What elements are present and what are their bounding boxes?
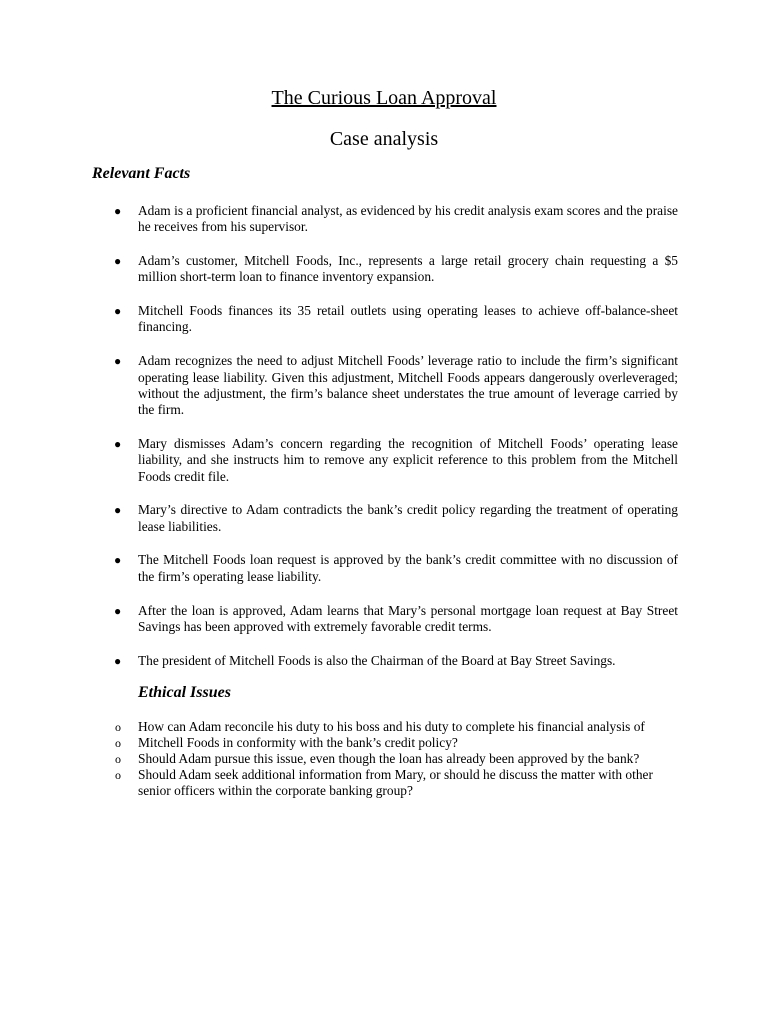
fact-text: Adam recognizes the need to adjust Mitchell Foods’ leverage ratio to include the firm’s significant operating lease liability. Given this adjustment, Mitchell Foods appears dangerously overleveraged; without the adjustment, the firm’s balance sheet understates the true amount of leverage carried by the firm. — [138, 353, 678, 418]
bullet-icon: ● — [114, 603, 122, 618]
fact-text: The president of Mitchell Foods is also the Chairman of the Board at Bay Street Savings. — [138, 652, 616, 668]
relevant-facts-heading: Relevant Facts — [92, 165, 191, 182]
circle-bullet-icon: o — [115, 736, 121, 750]
bullet-icon: ● — [114, 503, 122, 518]
circle-bullet-icon: o — [115, 720, 121, 734]
list-item — [112, 502, 678, 535]
fact-text: Adam’s customer, Mitchell Foods, Inc., represents a large retail grocery chain requesting a $5 million short-term loan to finance inventory expansion. — [138, 253, 678, 285]
circle-bullet-icon: o — [115, 768, 121, 782]
bullet-icon: ● — [114, 553, 122, 568]
ethical-issues-heading: Ethical Issues — [138, 684, 231, 701]
list-item — [112, 735, 678, 751]
ethical-issues-list — [112, 719, 678, 799]
fact-text: Mitchell Foods finances its 35 retail outlets using operating leases to achieve off-balance-sheet financing. — [138, 303, 678, 335]
fact-text: Mary’s directive to Adam contradicts the bank’s credit policy regarding the treatment of operating lease liabilities. — [138, 502, 678, 534]
list-item — [112, 353, 678, 418]
bullet-icon: ● — [114, 254, 122, 269]
bullet-icon: ● — [114, 653, 122, 668]
bullet-icon: ● — [114, 204, 122, 218]
bullet-icon: ● — [114, 304, 122, 319]
issue-text: Should Adam seek additional information from Mary, or should he discuss the matter with other senior officers within the corporate banking group? — [138, 767, 653, 798]
bullet-icon: ● — [114, 436, 122, 451]
list-item — [112, 653, 678, 669]
fact-text: Mary dismisses Adam’s concern regarding the recognition of Mitchell Foods’ operating lease liability, and she instructs him to remove any explicit reference to this problem from the Mitchell Foods credit file. — [138, 435, 678, 484]
relevant-facts-list — [112, 203, 678, 686]
issue-text: Mitchell Foods in conformity with the bank’s credit policy? — [138, 735, 458, 750]
document-subtitle: Case analysis — [329, 128, 439, 150]
document-title: The Curious Loan Approval — [271, 87, 497, 109]
list-item — [112, 253, 678, 286]
fact-text: Adam is a proficient financial analyst, as evidenced by his credit analysis exam scores and the praise he receives from his supervisor. — [138, 203, 678, 235]
fact-text: After the loan is approved, Adam learns that Mary’s personal mortgage loan request at Bay Street Savings has been approved with extremely favorable credit terms. — [138, 602, 678, 634]
list-item — [112, 203, 678, 236]
list-item — [112, 303, 678, 336]
fact-text: The Mitchell Foods loan request is approved by the bank’s credit committee with no discussion of the firm’s operating lease liability. — [138, 552, 678, 584]
list-item — [112, 603, 678, 636]
issue-text: Should Adam pursue this issue, even though the loan has already been approved by the bank? — [138, 751, 640, 766]
list-item — [112, 751, 678, 767]
bullet-icon: ● — [114, 354, 122, 369]
list-item — [112, 436, 678, 485]
circle-bullet-icon: o — [115, 752, 121, 766]
issue-text: How can Adam reconcile his duty to his boss and his duty to complete his financial analysis of — [138, 719, 645, 734]
list-item — [112, 767, 678, 799]
list-item — [112, 552, 678, 585]
list-item — [112, 719, 678, 735]
